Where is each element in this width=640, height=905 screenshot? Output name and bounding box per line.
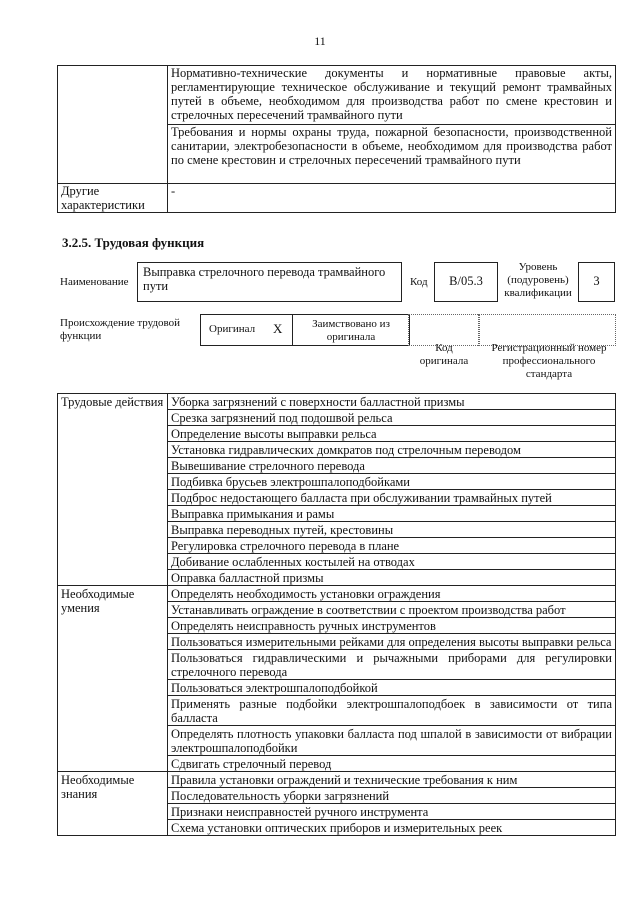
row-label: Другие характеристики (58, 184, 168, 213)
code-value-box (434, 262, 498, 302)
table-row (58, 772, 616, 788)
list-item: Определять неисправность ручных инструментов (168, 618, 616, 634)
level-label: Уровень (подуровень) квалификации (504, 261, 572, 299)
level-value: 3 (593, 274, 600, 288)
list-item: Последовательность уборки загрязнений (168, 788, 616, 804)
list-item: Регулировка стрелочного перевода в плане (168, 538, 616, 554)
list-item: Выправка переводных путей, крестовины (168, 522, 616, 538)
table-row (58, 184, 616, 213)
list-item: Применять разные подбойки электрошпалоподбоек в зависимости от типа балласта (168, 696, 616, 726)
table-row (58, 66, 616, 125)
top-table (57, 65, 616, 213)
list-item: Пользоваться гидравлическими и рычажными приборами для регулировки стрелочного перевода (168, 650, 616, 680)
list-item: Сдвигать стрелочный перевод (168, 756, 616, 772)
list-item: Правила установки ограждений и технические требования к ним (168, 772, 616, 788)
row-text: Нормативно-технические документы и нормативные правовые акты, регламентирующие техническое обслуживание и текущий ремонт трамвайных путей в объеме, необходимом для производства работ по смене крестовин и стрелочных пересечений трамвайного пути (168, 66, 616, 125)
list-item: Схема установки оптических приборов и измерительных реек (168, 820, 616, 836)
group-label: Необходимые умения (58, 586, 168, 772)
table-row (58, 586, 616, 602)
page-number: 11 (314, 34, 326, 48)
origin-label: Происхождение трудовой функции (60, 317, 181, 342)
row-label (58, 66, 168, 125)
original-mark: X (273, 321, 283, 336)
table-row (58, 125, 616, 184)
name-value: Выправка стрелочного перевода трамвайного пути (143, 265, 386, 293)
list-item: Определять необходимость установки ограждения (168, 586, 616, 602)
list-item: Признаки неисправностей ручного инструмента (168, 804, 616, 820)
code-value: B/05.3 (449, 274, 483, 288)
list-item: Установка гидравлических домкратов под стрелочным переводом (168, 442, 616, 458)
borrowed-label: Заимствовано из оригинала (312, 318, 390, 343)
row-text: - (168, 184, 616, 213)
origin-box (200, 314, 294, 346)
list-item: Устанавливать ограждение в соответствии с проектом производства работ (168, 602, 616, 618)
group-label: Трудовые действия (58, 394, 168, 586)
list-item: Срезка загрязнений под подошвой рельса (168, 410, 616, 426)
group-label: Необходимые знания (58, 772, 168, 836)
borrowed-box (292, 314, 410, 346)
list-item: Подбивка брусьев электрошпалоподбойками (168, 474, 616, 490)
list-item: Добивание ослабленных костылей на отводах (168, 554, 616, 570)
list-item: Уборка загрязнений с поверхности балластной призмы (168, 394, 616, 410)
list-item: Выправка примыкания и рамы (168, 506, 616, 522)
row-text: Требования и нормы охраны труда, пожарной безопасности, производственной санитарии, электробезопасности в объеме, необходимом для производства работ по смене крестовин и стрелочных пересечений трамвайного пути (168, 125, 616, 184)
table-row (58, 394, 616, 410)
list-item: Определять плотность упаковки балласта под шпалой в зависимости от вибрации электрошпалоподбойки (168, 726, 616, 756)
section-heading: 3.2.5. Трудовая функция (62, 235, 205, 250)
labor-function-table (57, 393, 616, 836)
code-label: Код (410, 276, 428, 288)
list-item: Подброс недостающего балласта при обслуживании трамвайных путей (168, 490, 616, 506)
list-item: Пользоваться измерительными рейками для определения высоты выправки рельса (168, 634, 616, 650)
list-item: Пользоваться электрошпалоподбойкой (168, 680, 616, 696)
name-label: Наименование (60, 276, 129, 288)
original-label: Оригинал (209, 323, 256, 335)
registration-caption: Регистрационный номер профессионального стандарта (491, 342, 607, 380)
list-item: Вывешивание стрелочного перевода (168, 458, 616, 474)
level-value-box (578, 262, 615, 302)
code-caption: Код оригинала (419, 342, 469, 367)
row-label (58, 125, 168, 184)
list-item: Оправка балластной призмы (168, 570, 616, 586)
name-value-box (137, 262, 402, 302)
list-item: Определение высоты выправки рельса (168, 426, 616, 442)
